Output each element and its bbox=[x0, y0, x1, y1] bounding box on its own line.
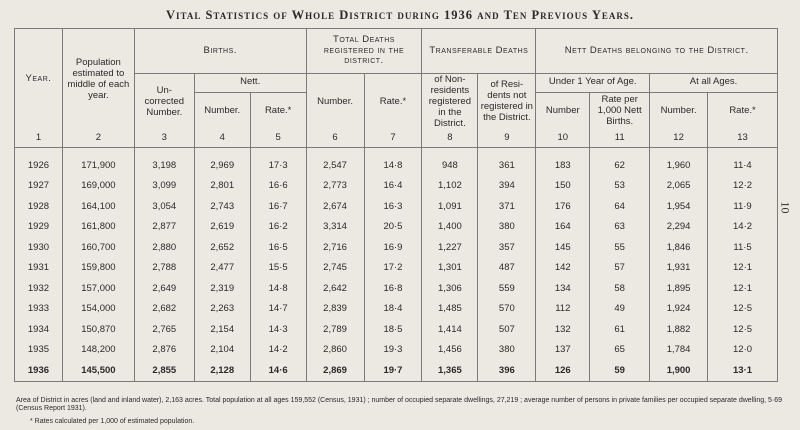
table-cell: 148,200 bbox=[62, 340, 134, 361]
table-cell: 14·8 bbox=[364, 147, 422, 176]
table-cell: 1929 bbox=[15, 217, 63, 238]
table-cell: 2,877 bbox=[134, 217, 194, 238]
table-cell: 112 bbox=[536, 299, 590, 320]
table-cell: 1,960 bbox=[650, 147, 708, 176]
table-cell: 2,765 bbox=[134, 319, 194, 340]
header-all-number: Number. bbox=[650, 92, 708, 131]
table-cell: 17·2 bbox=[364, 258, 422, 279]
table-cell: 2,876 bbox=[134, 340, 194, 361]
header-uncorrected: Un- corrected Number. bbox=[134, 74, 194, 131]
table-cell: 380 bbox=[478, 217, 536, 238]
table-cell: 64 bbox=[590, 196, 650, 217]
table-cell: 49 bbox=[590, 299, 650, 320]
table-cell: 3,099 bbox=[134, 176, 194, 197]
table-cell: 394 bbox=[478, 176, 536, 197]
table-cell: 1932 bbox=[15, 278, 63, 299]
table-cell: 16·9 bbox=[364, 237, 422, 258]
header-transferable-deaths: Transferable Deaths bbox=[422, 29, 536, 74]
column-number: 10 bbox=[536, 131, 590, 148]
header-births: Births. bbox=[134, 29, 306, 74]
header-infant-number: Number bbox=[536, 92, 590, 131]
table-cell: 2,104 bbox=[194, 340, 250, 361]
table-cell: 1,306 bbox=[422, 278, 478, 299]
table-row bbox=[15, 299, 778, 320]
table-cell: 1,400 bbox=[422, 217, 478, 238]
table-cell: 2,154 bbox=[194, 319, 250, 340]
table-cell: 150 bbox=[536, 176, 590, 197]
table-cell: 154,000 bbox=[62, 299, 134, 320]
table-cell: 18·4 bbox=[364, 299, 422, 320]
table-cell: 17·3 bbox=[250, 147, 306, 176]
table-cell: 18·5 bbox=[364, 319, 422, 340]
table-cell: 1933 bbox=[15, 299, 63, 320]
table-cell: 1927 bbox=[15, 176, 63, 197]
table-cell: 58 bbox=[590, 278, 650, 299]
table-cell: 1,414 bbox=[422, 319, 478, 340]
header-births-number: Number. bbox=[194, 92, 250, 131]
column-number: 6 bbox=[306, 131, 364, 148]
table-cell: 14·8 bbox=[250, 278, 306, 299]
table-cell: 19·3 bbox=[364, 340, 422, 361]
table-row bbox=[15, 340, 778, 361]
table-cell: 2,319 bbox=[194, 278, 250, 299]
table-cell: 161,800 bbox=[62, 217, 134, 238]
table-cell: 1928 bbox=[15, 196, 63, 217]
header-all-rate: Rate.* bbox=[708, 92, 778, 131]
column-number: 3 bbox=[134, 131, 194, 148]
table-cell: 2,788 bbox=[134, 258, 194, 279]
table-cell: 65 bbox=[590, 340, 650, 361]
table-cell: 61 bbox=[590, 319, 650, 340]
column-number: 13 bbox=[708, 131, 778, 148]
table-row bbox=[15, 176, 778, 197]
table-cell: 1,924 bbox=[650, 299, 708, 320]
table-cell: 2,128 bbox=[194, 360, 250, 381]
table-cell: 16·3 bbox=[364, 196, 422, 217]
header-nett-births: Nett. bbox=[194, 74, 306, 93]
table-cell: 14·2 bbox=[708, 217, 778, 238]
column-number: 2 bbox=[62, 131, 134, 148]
table-cell: 948 bbox=[422, 147, 478, 176]
table-row bbox=[15, 360, 778, 381]
table-cell: 53 bbox=[590, 176, 650, 197]
table-cell: 2,860 bbox=[306, 340, 364, 361]
table-cell: 3,198 bbox=[134, 147, 194, 176]
table-cell: 11·5 bbox=[708, 237, 778, 258]
table-cell: 2,294 bbox=[650, 217, 708, 238]
table-cell: 14·7 bbox=[250, 299, 306, 320]
table-cell: 132 bbox=[536, 319, 590, 340]
table-cell: 11·9 bbox=[708, 196, 778, 217]
table-cell: 1,365 bbox=[422, 360, 478, 381]
table-row bbox=[15, 319, 778, 340]
table-cell: 396 bbox=[478, 360, 536, 381]
table-cell: 14·3 bbox=[250, 319, 306, 340]
column-number: 9 bbox=[478, 131, 536, 148]
table-row bbox=[15, 147, 778, 176]
table-cell: 1,227 bbox=[422, 237, 478, 258]
table-cell: 11·4 bbox=[708, 147, 778, 176]
table-cell: 2,065 bbox=[650, 176, 708, 197]
table-cell: 361 bbox=[478, 147, 536, 176]
table-cell: 487 bbox=[478, 258, 536, 279]
table-row bbox=[15, 258, 778, 279]
column-number: 8 bbox=[422, 131, 478, 148]
table-cell: 1931 bbox=[15, 258, 63, 279]
table-cell: 16·5 bbox=[250, 237, 306, 258]
table-cell: 62 bbox=[590, 147, 650, 176]
table-cell: 2,801 bbox=[194, 176, 250, 197]
table-cell: 1,846 bbox=[650, 237, 708, 258]
table-cell: 183 bbox=[536, 147, 590, 176]
table-cell: 2,477 bbox=[194, 258, 250, 279]
table-cell: 16·8 bbox=[364, 278, 422, 299]
table-cell: 1,301 bbox=[422, 258, 478, 279]
table-cell: 357 bbox=[478, 237, 536, 258]
table-cell: 1,091 bbox=[422, 196, 478, 217]
table-cell: 2,674 bbox=[306, 196, 364, 217]
page-number: 10 bbox=[778, 201, 793, 214]
header-year: Year. bbox=[15, 29, 63, 131]
table-cell: 2,642 bbox=[306, 278, 364, 299]
table-cell: 16·2 bbox=[250, 217, 306, 238]
page-title: Vital Statistics of Whole District during 1936 and Ten Previous Years. bbox=[165, 8, 635, 22]
table-cell: 1,931 bbox=[650, 258, 708, 279]
table-cell: 57 bbox=[590, 258, 650, 279]
table-cell: 164 bbox=[536, 217, 590, 238]
table-cell: 12·5 bbox=[708, 299, 778, 320]
table-cell: 1934 bbox=[15, 319, 63, 340]
table-cell: 380 bbox=[478, 340, 536, 361]
table-cell: 2,263 bbox=[194, 299, 250, 320]
table-cell: 559 bbox=[478, 278, 536, 299]
table-cell: 12·5 bbox=[708, 319, 778, 340]
table-cell: 15·5 bbox=[250, 258, 306, 279]
table-cell: 159,800 bbox=[62, 258, 134, 279]
vital-statistics-table bbox=[14, 28, 778, 382]
table-cell: 1,954 bbox=[650, 196, 708, 217]
header-infant-rate: Rate per 1,000 Nett Births. bbox=[590, 92, 650, 131]
table-cell: 12·1 bbox=[708, 258, 778, 279]
table-row bbox=[15, 196, 778, 217]
table-cell: 145 bbox=[536, 237, 590, 258]
table-cell: 2,745 bbox=[306, 258, 364, 279]
table-cell: 2,855 bbox=[134, 360, 194, 381]
table-cell: 14·6 bbox=[250, 360, 306, 381]
table-cell: 1,102 bbox=[422, 176, 478, 197]
column-number: 7 bbox=[364, 131, 422, 148]
column-number: 11 bbox=[590, 131, 650, 148]
table-cell: 16·7 bbox=[250, 196, 306, 217]
table-cell: 16·6 bbox=[250, 176, 306, 197]
table-cell: 2,743 bbox=[194, 196, 250, 217]
table-cell: 2,649 bbox=[134, 278, 194, 299]
table-cell: 2,547 bbox=[306, 147, 364, 176]
table-row bbox=[15, 278, 778, 299]
header-births-rate: Rate.* bbox=[250, 92, 306, 131]
table-row bbox=[15, 237, 778, 258]
table-cell: 137 bbox=[536, 340, 590, 361]
table-cell: 12·1 bbox=[708, 278, 778, 299]
table-cell: 1,882 bbox=[650, 319, 708, 340]
header-all-ages: At all Ages. bbox=[650, 74, 778, 93]
header-nett-deaths: Nett Deaths belonging to the District. bbox=[536, 29, 778, 74]
table-cell: 371 bbox=[478, 196, 536, 217]
header-deaths-rate: Rate.* bbox=[364, 74, 422, 131]
header-residents: of Resi- dents not registered in the District. bbox=[478, 74, 536, 131]
table-cell: 164,100 bbox=[62, 196, 134, 217]
table-row bbox=[15, 217, 778, 238]
column-number: 4 bbox=[194, 131, 250, 148]
table-cell: 16·4 bbox=[364, 176, 422, 197]
table-cell: 150,870 bbox=[62, 319, 134, 340]
table-cell: 13·1 bbox=[708, 360, 778, 381]
table-cell: 171,900 bbox=[62, 147, 134, 176]
table-cell: 59 bbox=[590, 360, 650, 381]
table-cell: 2,773 bbox=[306, 176, 364, 197]
column-number: 5 bbox=[250, 131, 306, 148]
header-population: Population estimated to middle of each year. bbox=[62, 29, 134, 131]
table-cell: 1,900 bbox=[650, 360, 708, 381]
table-cell: 142 bbox=[536, 258, 590, 279]
table-cell: 2,869 bbox=[306, 360, 364, 381]
table-cell: 1,784 bbox=[650, 340, 708, 361]
table-cell: 2,789 bbox=[306, 319, 364, 340]
table-cell: 14·2 bbox=[250, 340, 306, 361]
table-cell: 2,969 bbox=[194, 147, 250, 176]
table-cell: 507 bbox=[478, 319, 536, 340]
table-cell: 20·5 bbox=[364, 217, 422, 238]
table-cell: 176 bbox=[536, 196, 590, 217]
table-cell: 2,682 bbox=[134, 299, 194, 320]
table-cell: 3,314 bbox=[306, 217, 364, 238]
table-cell: 1936 bbox=[15, 360, 63, 381]
table-cell: 2,880 bbox=[134, 237, 194, 258]
table-cell: 63 bbox=[590, 217, 650, 238]
header-under-1-year: Under 1 Year of Age. bbox=[536, 74, 650, 93]
table-cell: 134 bbox=[536, 278, 590, 299]
table-cell: 1930 bbox=[15, 237, 63, 258]
table-cell: 1,895 bbox=[650, 278, 708, 299]
header-non-residents: of Non- residents registered in the District. bbox=[422, 74, 478, 131]
table-cell: 2,716 bbox=[306, 237, 364, 258]
footnote-rates: * Rates calculated per 1,000 of estimated population. bbox=[30, 418, 195, 425]
table-cell: 1,485 bbox=[422, 299, 478, 320]
table-cell: 145,500 bbox=[62, 360, 134, 381]
table-cell: 19·7 bbox=[364, 360, 422, 381]
table-cell: 169,000 bbox=[62, 176, 134, 197]
table-cell: 1935 bbox=[15, 340, 63, 361]
table-cell: 12·0 bbox=[708, 340, 778, 361]
header-deaths-number: Number. bbox=[306, 74, 364, 131]
table-cell: 1,456 bbox=[422, 340, 478, 361]
table-cell: 570 bbox=[478, 299, 536, 320]
table-cell: 2,619 bbox=[194, 217, 250, 238]
table-cell: 1926 bbox=[15, 147, 63, 176]
table-cell: 55 bbox=[590, 237, 650, 258]
column-number: 12 bbox=[650, 131, 708, 148]
column-number: 1 bbox=[15, 131, 63, 148]
table-cell: 2,839 bbox=[306, 299, 364, 320]
footnote-area: Area of District in acres (land and inland water), 2,163 acres. Total population at all ages 159,552 (Census, 1931) ; number of occupied separate dwellings, 27,219 ; average number of persons in private families per occupied separate dwelling, 5·69 (Census Report 1931). bbox=[16, 397, 783, 413]
table-cell: 160,700 bbox=[62, 237, 134, 258]
table-cell: 3,054 bbox=[134, 196, 194, 217]
table-cell: 157,000 bbox=[62, 278, 134, 299]
header-total-deaths: Total Deaths registered in the district. bbox=[306, 29, 422, 74]
table-cell: 126 bbox=[536, 360, 590, 381]
table-cell: 12·2 bbox=[708, 176, 778, 197]
table-cell: 2,652 bbox=[194, 237, 250, 258]
